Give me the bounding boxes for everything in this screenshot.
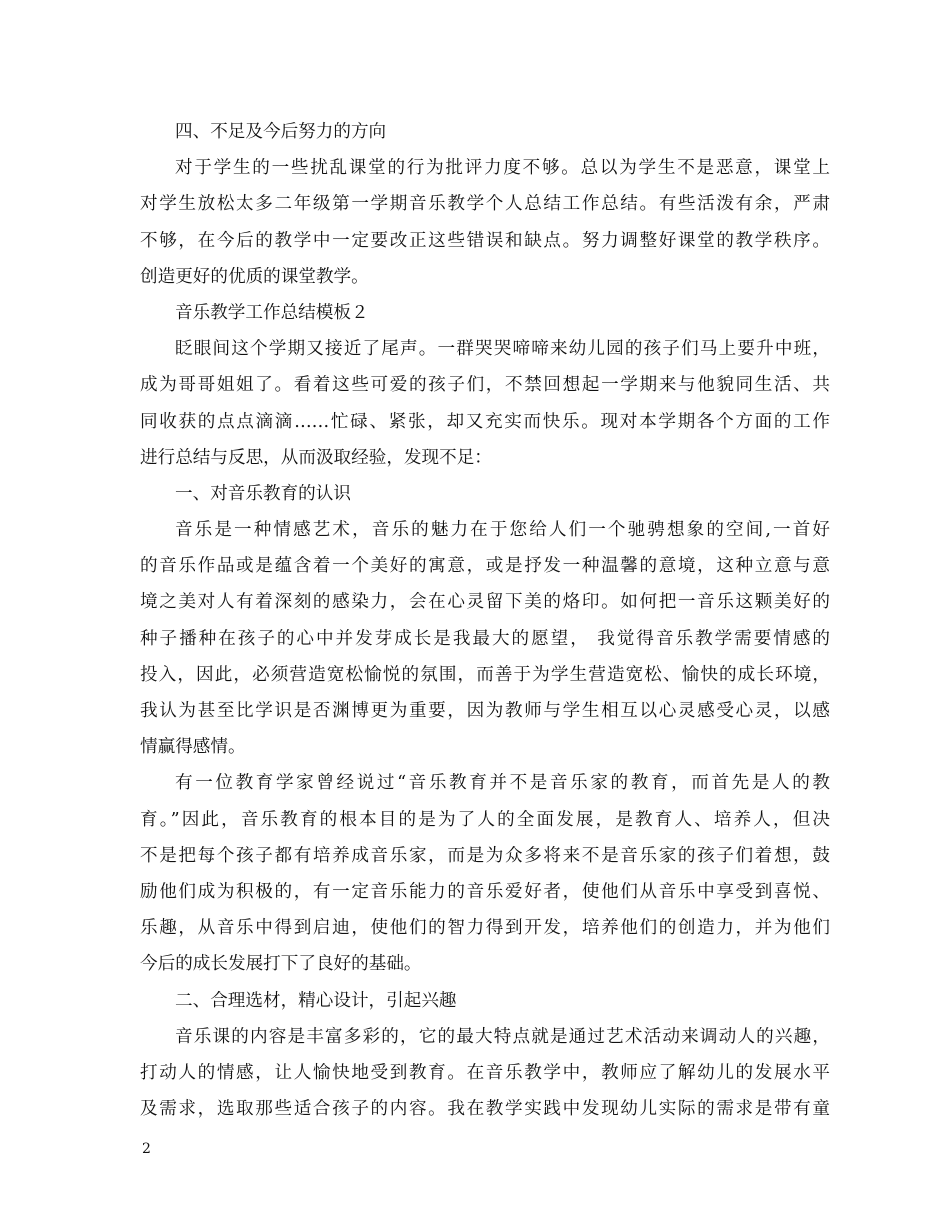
page-number: 2	[142, 1141, 151, 1157]
text-line: 创造更好的优质的课堂教学。	[140, 266, 369, 287]
text-line: 一、对音乐教育的认识	[175, 483, 351, 504]
text-line: 音乐是一种情感艺术，音乐的魅力在于您给人们一个驰骋想象的空间,一首好	[175, 520, 830, 541]
text-line: 二、合理选材，精心设计，引起兴趣	[175, 990, 457, 1011]
text-line: 对学生放松太多二年级第一学期音乐教学个人总结工作总结。有些活泼有余，严肃	[140, 194, 830, 215]
text-line: 及需求，选取那些适合孩子的内容。我在教学实践中发现幼儿实际的需求是带有童	[140, 1099, 830, 1120]
text-line: 眨眼间这个学期又接近了尾声。一群哭哭啼啼来幼儿园的孩子们马上要升中班，	[175, 339, 830, 360]
text-line: 投入，因此，必须营造宽松愉悦的氛围，而善于为学生营造宽松、愉快的成长环境，	[140, 664, 830, 685]
text-line: 不是把每个孩子都有培养成音乐家，而是为众多将来不是音乐家的孩子们着想，鼓	[140, 845, 830, 866]
document-body	[140, 114, 830, 1127]
text-line: 有一位教育学家曾经说过“音乐教育并不是音乐家的教育，而首先是人的教	[175, 773, 830, 794]
text-line: 育。”因此，音乐教育的根本目的是为了人的全面发展，是教育人、培养人，但决	[140, 809, 830, 830]
text-line: 音乐教学工作总结模板２	[175, 302, 369, 323]
text-line: 乐趣，从音乐中得到启迪，使他们的智力得到开发，培养他们的创造力，并为他们	[140, 918, 830, 939]
text-line: 成为哥哥姐姐了。看着这些可爱的孩子们，不禁回想起一学期来与他貌同生活、共	[140, 375, 830, 396]
text-line: 不够，在今后的教学中一定要改正这些错误和缺点。努力调整好课堂的教学秩序。	[140, 230, 830, 251]
text-line: 今后的成长发展打下了良好的基础。	[140, 954, 422, 975]
text-line: 四、不足及今后努力的方向	[175, 122, 387, 142]
text-line: 励他们成为积极的，有一定音乐能力的音乐爱好者，使他们从音乐中享受到喜悦、	[140, 881, 830, 902]
text-line: 对于学生的一些扰乱课堂的行为批评力度不够。总以为学生不是恶意，课堂上	[175, 158, 830, 179]
text-line: 我认为甚至比学识是否渊博更为重要，因为教师与学生相互以心灵感受心灵，以感	[140, 701, 830, 721]
text-line: 进行总结与反思，从而汲取经验，发现不足：	[140, 447, 492, 468]
text-line: 打动人的情感，让人愉快地受到教育。在音乐教学中，教师应了解幼儿的发展水平	[140, 1062, 830, 1083]
text-line: 音乐课的内容是丰富多彩的，它的最大特点就是通过艺术活动来调动人的兴趣，	[175, 1026, 830, 1047]
text-line: 同收获的点点滴滴……忙碌、紧张，却又充实而快乐。现对本学期各个方面的工作	[140, 411, 830, 432]
text-line: 的音乐作品或是蕴含着一个美好的寓意，或是抒发一种温馨的意境，这种立意与意	[140, 556, 830, 577]
text-line: 种子播种在孩子的心中并发芽成长是我最大的愿望， 我觉得音乐教学需要情感的	[140, 628, 830, 649]
text-line: 境之美对人有着深刻的感染力，会在心灵留下美的烙印。如何把一音乐这颗美好的	[140, 592, 830, 613]
text-line: 情赢得感情。	[140, 737, 246, 758]
